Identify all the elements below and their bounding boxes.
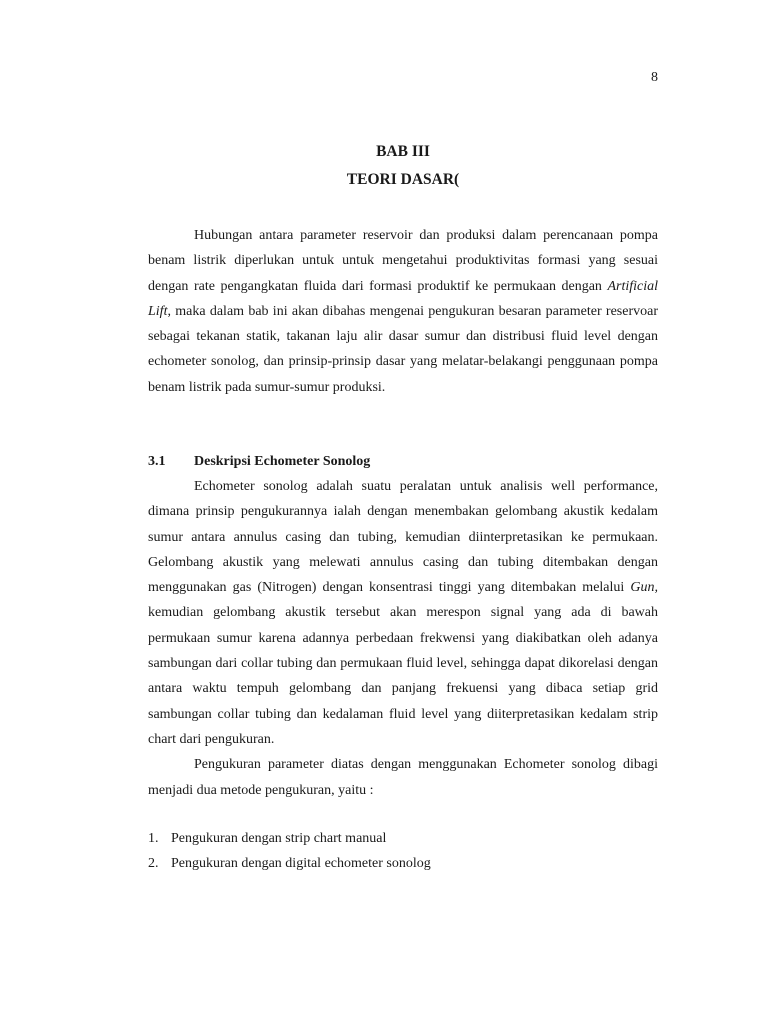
list-item (148, 826, 658, 851)
chapter-header (148, 138, 658, 194)
list-item-text: Pengukuran dengan strip chart manual (171, 831, 387, 846)
intro-paragraph (148, 223, 658, 400)
section-paragraph-2: Pengukuran parameter diatas dengan menggunakan Echometer sonolog dibagi menjadi dua metode pengukuran, yaitu : (148, 757, 658, 798)
intro-text-1: Hubungan antara parameter reservoir dan produksi dalam perencanaan pompa benam listrik diperlukan untuk untuk mengetahui produktivitas formasi yang sesuai dengan rate pengangkatan fluida dari formasi produktif ke permukaan dengan (148, 228, 658, 294)
section-number: 3.1 (148, 454, 166, 469)
section-title: Deskripsi Echometer Sonolog (194, 454, 371, 469)
list-marker: 1. (148, 831, 159, 846)
section-text-1: Echometer sonolog adalah suatu peralatan untuk analisis well performance, dimana prinsip pengukurannya ialah dengan menembakan gelombang akustik kedalam sumur antara annulus casing dan tubing, kemudian diinterpretasikan ke permukaan. Gelombang akustik yang melewati annulus casing dan tubing ditembakan dengan menggunakan gas (Nitrogen) dengan konsentrasi tinggi yang ditembakan melalui (148, 479, 658, 596)
intro-italic-term: Artificial Lift (148, 278, 658, 319)
section-paragraph-1 (148, 474, 658, 752)
section-text-2: kemudian gelombang akustik tersebut akan merespon signal yang ada di bawah permukaan sumur karena adannya perbedaan frekwensi yang diakibatkan oleh adanya sambungan dari collar tubing dan permukaan fluid level, sehingga dapat dikorelasi dengan antara waktu tempuh gelombang dan panjang frekuensi yang dibaca setiap grid sambungan collar tubing dan kedalaman fluid level yang diiterpretasikan kedalam strip chart dari pengukuran. (148, 605, 658, 747)
method-list (148, 826, 658, 876)
list-item-text: Pengukuran dengan digital echometer sonolog (171, 856, 431, 871)
section-body (148, 474, 658, 803)
intro-text-2: , maka dalam bab ini akan dibahas mengenai pengukuran besaran parameter reservoar sebagai tekanan statik, takanan laju alir dasar sumur dan distribusi fluid level dengan echometer sonolog, dan prinsip-prinsip dasar yang melatar-belakangi penggunaan pompa benam listrik pada sumur-sumur produksi. (148, 303, 658, 395)
chapter-label: BAB III (376, 143, 430, 160)
section-heading (148, 449, 658, 474)
list-marker: 2. (148, 856, 159, 871)
list-item (148, 851, 658, 876)
page-number: 8 (651, 70, 658, 85)
section-italic-term: Gun, (630, 580, 658, 596)
chapter-title: TEORI DASAR( (346, 171, 460, 188)
